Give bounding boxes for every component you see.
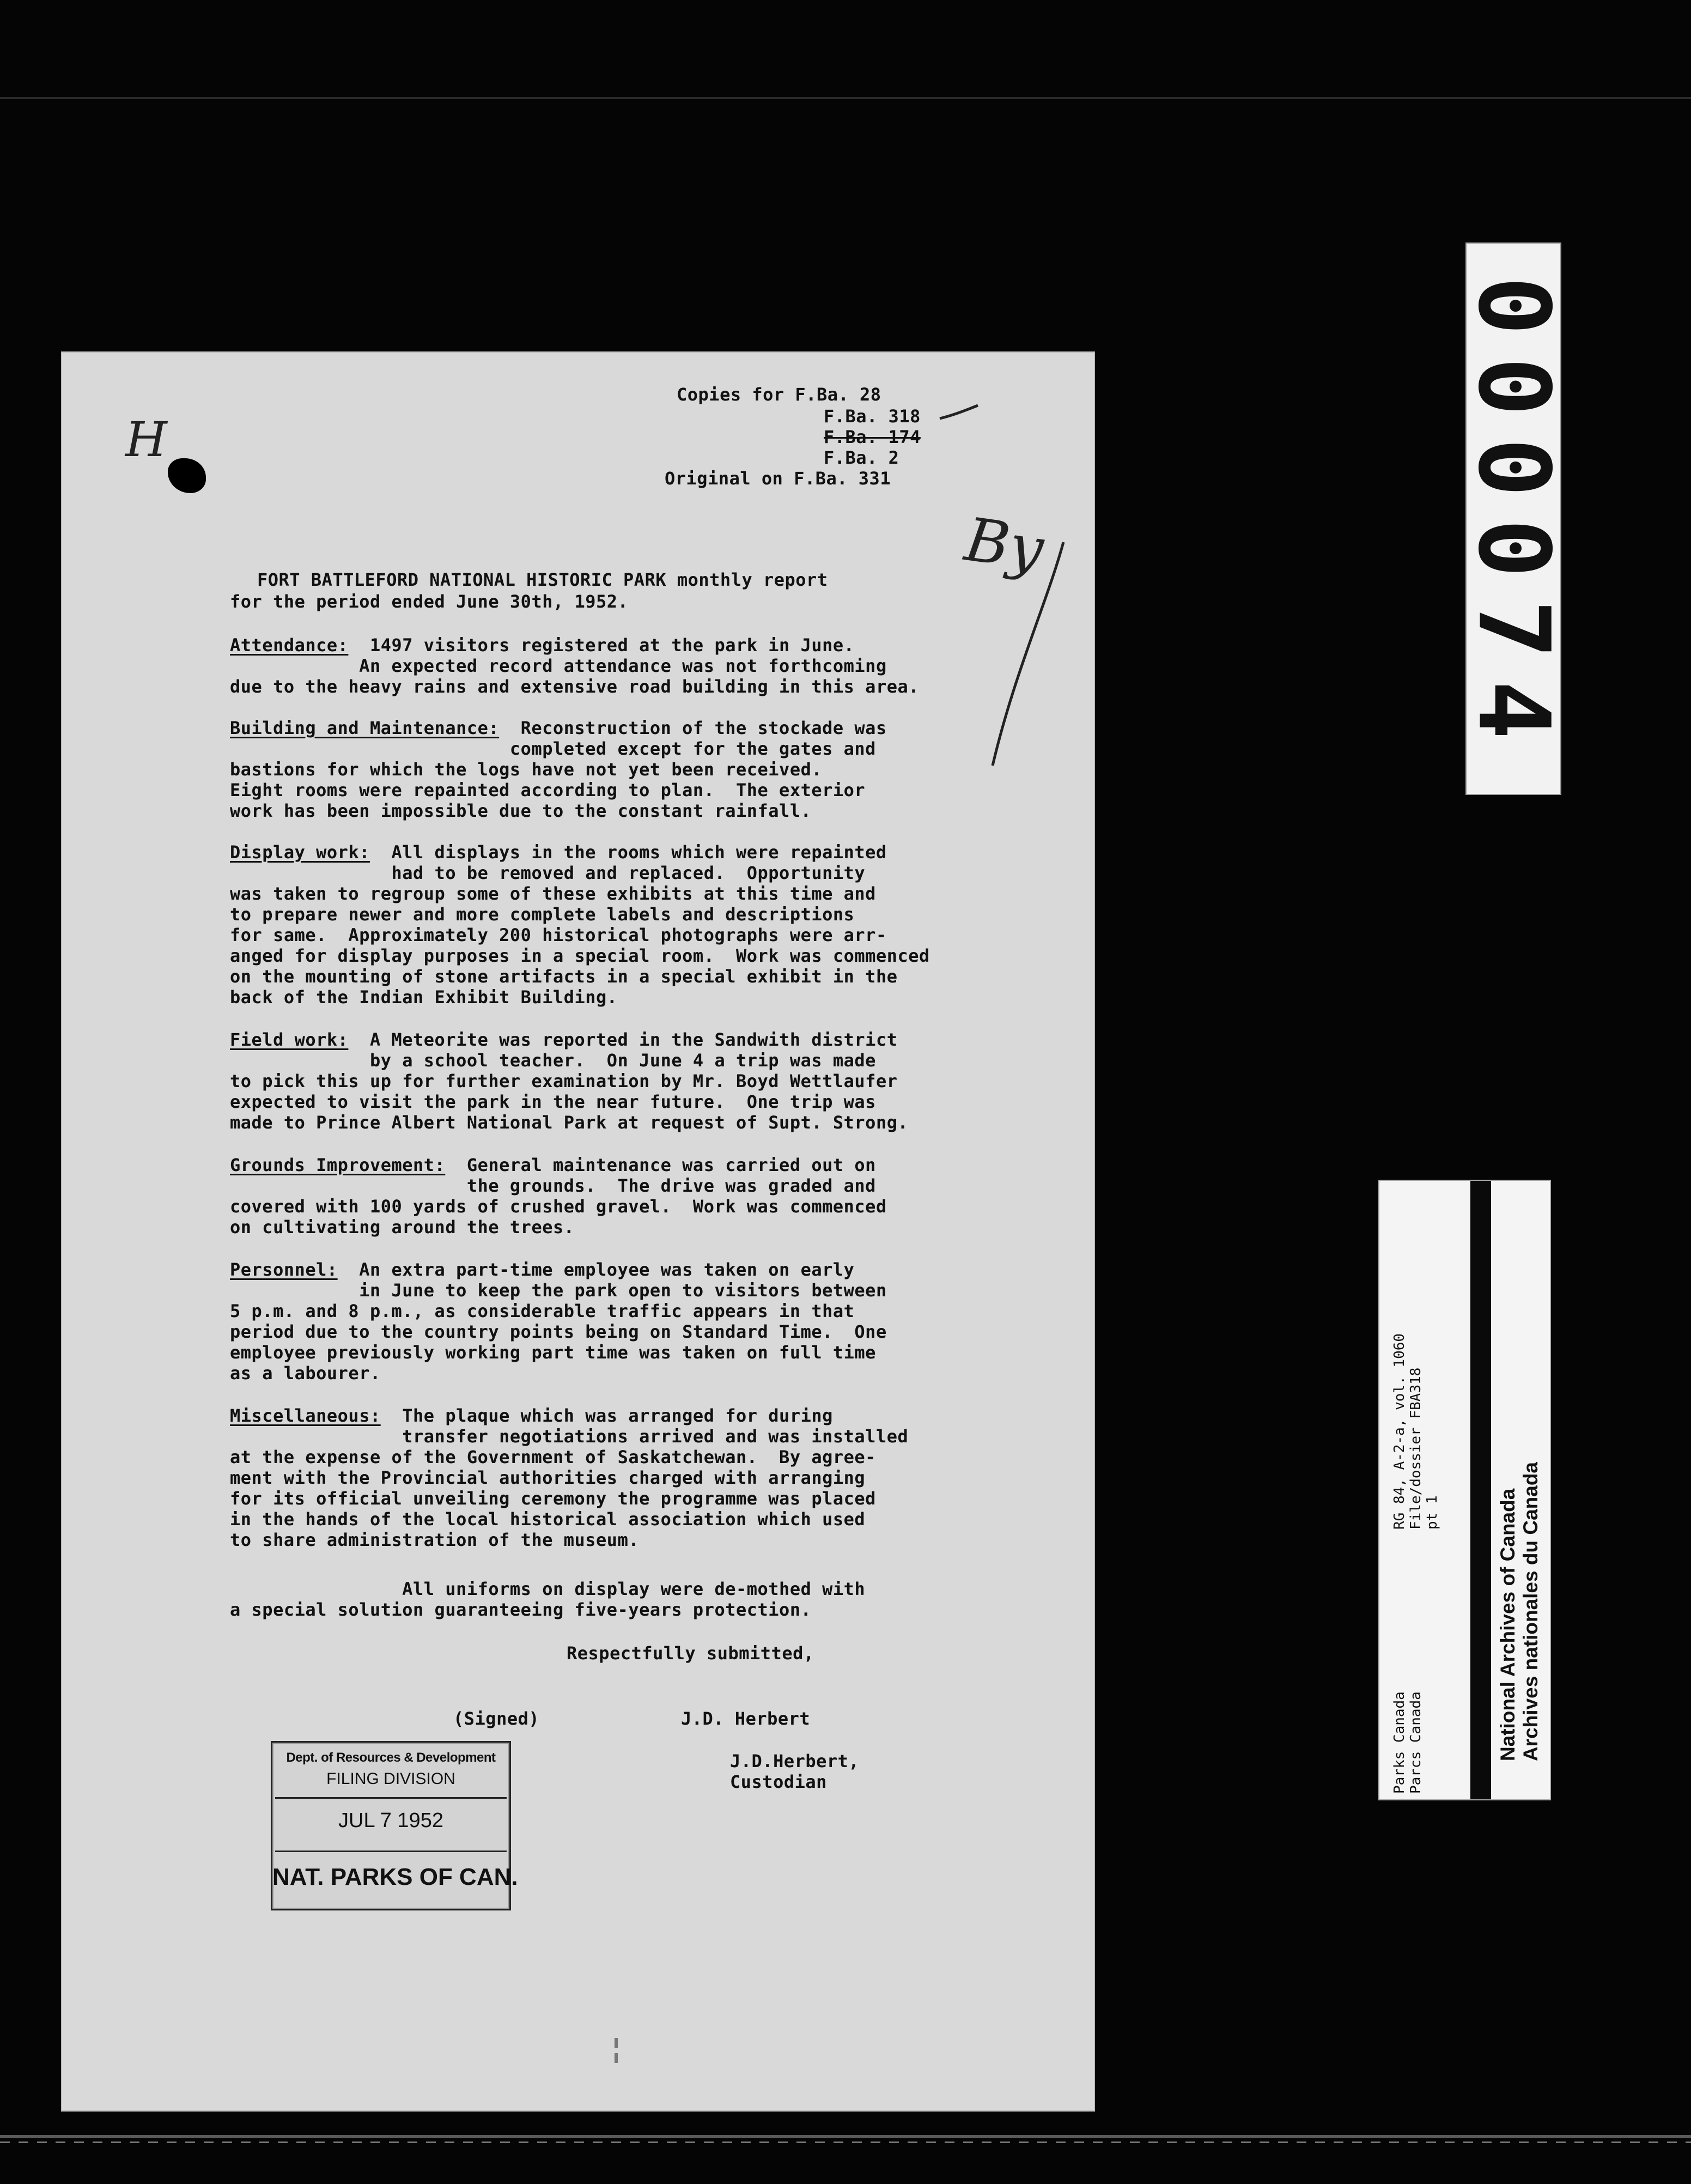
section-heading: Miscellaneous:	[230, 1405, 381, 1426]
section-text: completed except for the gates and	[230, 738, 876, 759]
section-text: General maintenance was carried out on	[445, 1155, 876, 1175]
section-heading: Attendance:	[230, 635, 349, 656]
report-title: FORT BATTLEFORD NATIONAL HISTORIC PARK monthly report	[257, 569, 828, 590]
respectfully-submitted: Respectfully submitted,	[567, 1643, 814, 1664]
section-text: on the mounting of stone artifacts in a special exhibit in the	[230, 966, 898, 987]
section-text: Reconstruction of the stockade was	[499, 718, 887, 738]
section-text: in the hands of the local historical association which used	[230, 1509, 866, 1530]
signed-note: (Signed)	[453, 1708, 540, 1729]
stamp-divider	[275, 1797, 507, 1799]
stamp-dept: Dept. of Resources & Development	[286, 1750, 496, 1765]
section-text: anged for display purposes in a special room. Work was commenced	[230, 945, 930, 966]
check-mark	[937, 403, 981, 425]
agency-name	[1391, 1691, 1424, 1794]
section-text: All displays in the rooms which were repainted	[369, 842, 887, 863]
section-text: transfer negotiations arrived and was installed	[230, 1426, 909, 1447]
handwritten-initial: H	[125, 411, 167, 468]
reference-line: File/dossier FBA318	[1408, 1367, 1424, 1530]
film-mark	[615, 2053, 618, 2063]
archive-reference	[1391, 1333, 1440, 1530]
film-bottom-edge	[0, 2135, 1691, 2138]
section-text: to prepare newer and more complete labels and descriptions	[230, 904, 855, 925]
film-top-edge	[0, 97, 1691, 99]
section-text: expected to visit the park in the near future. One trip was	[230, 1091, 876, 1112]
section-text: in June to keep the park open to visitors between	[230, 1280, 887, 1301]
archives-name	[1497, 1462, 1542, 1761]
section-text: due to the heavy rains and extensive road building in this area.	[230, 676, 919, 697]
section-text: to share administration of the museum.	[230, 1530, 640, 1550]
film-mark	[615, 2038, 618, 2048]
copies-line: F.Ba. 2	[824, 447, 899, 468]
archives-line: Archives nationales du Canada	[1519, 1461, 1542, 1761]
section-text: made to Prince Albert National Park at request of Supt. Strong.	[230, 1112, 909, 1133]
section-text: for same. Approximately 200 historical photographs were arr-	[230, 925, 887, 945]
section-text: Eight rooms were repainted according to plan. The exterior	[230, 780, 866, 800]
section-text: work has been impossible due to the constant rainfall.	[230, 800, 812, 821]
section-text: for its official unveiling ceremony the programme was placed	[230, 1488, 876, 1509]
section-text: employee previously working part time was taken on full time	[230, 1342, 876, 1363]
frame-number: 000074	[1456, 276, 1571, 762]
closing-text: All uniforms on display were de-mothed with	[230, 1579, 866, 1599]
section-text: to pick this up for further examination by Mr. Boyd Wettlaufer	[230, 1071, 898, 1091]
stamp-parks: NAT. PARKS OF CAN.	[272, 1864, 518, 1890]
handwritten-annotation: By	[960, 504, 1048, 585]
handwritten-stroke	[982, 537, 1074, 776]
signatory-position: Custodian	[730, 1772, 827, 1792]
copies-line-struck: F.Ba. 174	[824, 427, 921, 447]
section-text: An extra part-time employee was taken on early	[337, 1259, 855, 1280]
section-text: by a school teacher. On June 4 a trip was made	[230, 1050, 876, 1071]
section-heading: Building and Maintenance:	[230, 718, 500, 738]
reference-line: RG 84, A-2-a, vol. 1060	[1391, 1333, 1408, 1530]
reference-line: pt 1	[1424, 1495, 1440, 1530]
section-text: back of the Indian Exhibit Building.	[230, 987, 618, 1008]
stamp-divider	[275, 1851, 507, 1852]
section-text: ment with the Provincial authorities charged with arranging	[230, 1467, 866, 1488]
stamp-date: JUL 7 1952	[338, 1809, 443, 1832]
section-text: covered with 100 yards of crushed gravel. Work was commenced	[230, 1196, 887, 1217]
report-page	[61, 351, 1095, 2112]
copies-line: Copies for F.Ba. 28	[677, 384, 881, 405]
section-heading: Personnel:	[230, 1259, 338, 1280]
section-text: An expected record attendance was not forthcoming	[230, 656, 887, 676]
copies-line: F.Ba. 318	[824, 406, 921, 427]
signature: J.D. Herbert	[681, 1708, 811, 1729]
filing-stamp	[271, 1741, 518, 1910]
section-text: period due to the country points being on Standard Time. One	[230, 1321, 887, 1342]
report-period: for the period ended June 30th, 1952.	[230, 591, 629, 612]
frame-number-strip	[1456, 242, 1571, 795]
copies-original: Original on F.Ba. 331	[665, 468, 891, 489]
section-text: on cultivating around the trees.	[230, 1217, 575, 1237]
film-perforation	[0, 2141, 1691, 2143]
section-text: A Meteorite was reported in the Sandwith district	[348, 1029, 898, 1050]
ink-blot	[168, 458, 206, 493]
agency-line: Parks Canada	[1391, 1691, 1408, 1794]
section-heading: Grounds Improvement:	[230, 1155, 446, 1175]
label-black-band	[1470, 1181, 1491, 1799]
archives-line: National Archives of Canada	[1497, 1488, 1519, 1761]
section-text: the grounds. The drive was graded and	[230, 1175, 876, 1196]
section-text: at the expense of the Government of Saskatchewan. By agree-	[230, 1447, 876, 1467]
closing-text: a special solution guaranteeing five-years protection.	[230, 1599, 812, 1620]
section-text: had to be removed and replaced. Opportunity	[230, 863, 866, 883]
section-text: The plaque which was arranged for during	[380, 1405, 833, 1426]
section-text: was taken to regroup some of these exhibits at this time and	[230, 883, 876, 904]
archive-label	[1378, 1180, 1551, 1800]
section-heading: Field work:	[230, 1029, 349, 1050]
stamp-division: FILING DIVISION	[326, 1770, 455, 1788]
section-heading: Display work:	[230, 842, 370, 863]
signatory-name: J.D.Herbert,	[730, 1751, 860, 1772]
section-text: 5 p.m. and 8 p.m., as considerable traffic appears in that	[230, 1301, 855, 1321]
section-text: bastions for which the logs have not yet been received.	[230, 759, 823, 780]
agency-line: Parcs Canada	[1408, 1691, 1424, 1794]
section-text: 1497 visitors registered at the park in June.	[348, 635, 855, 656]
section-text: as a labourer.	[230, 1363, 381, 1384]
